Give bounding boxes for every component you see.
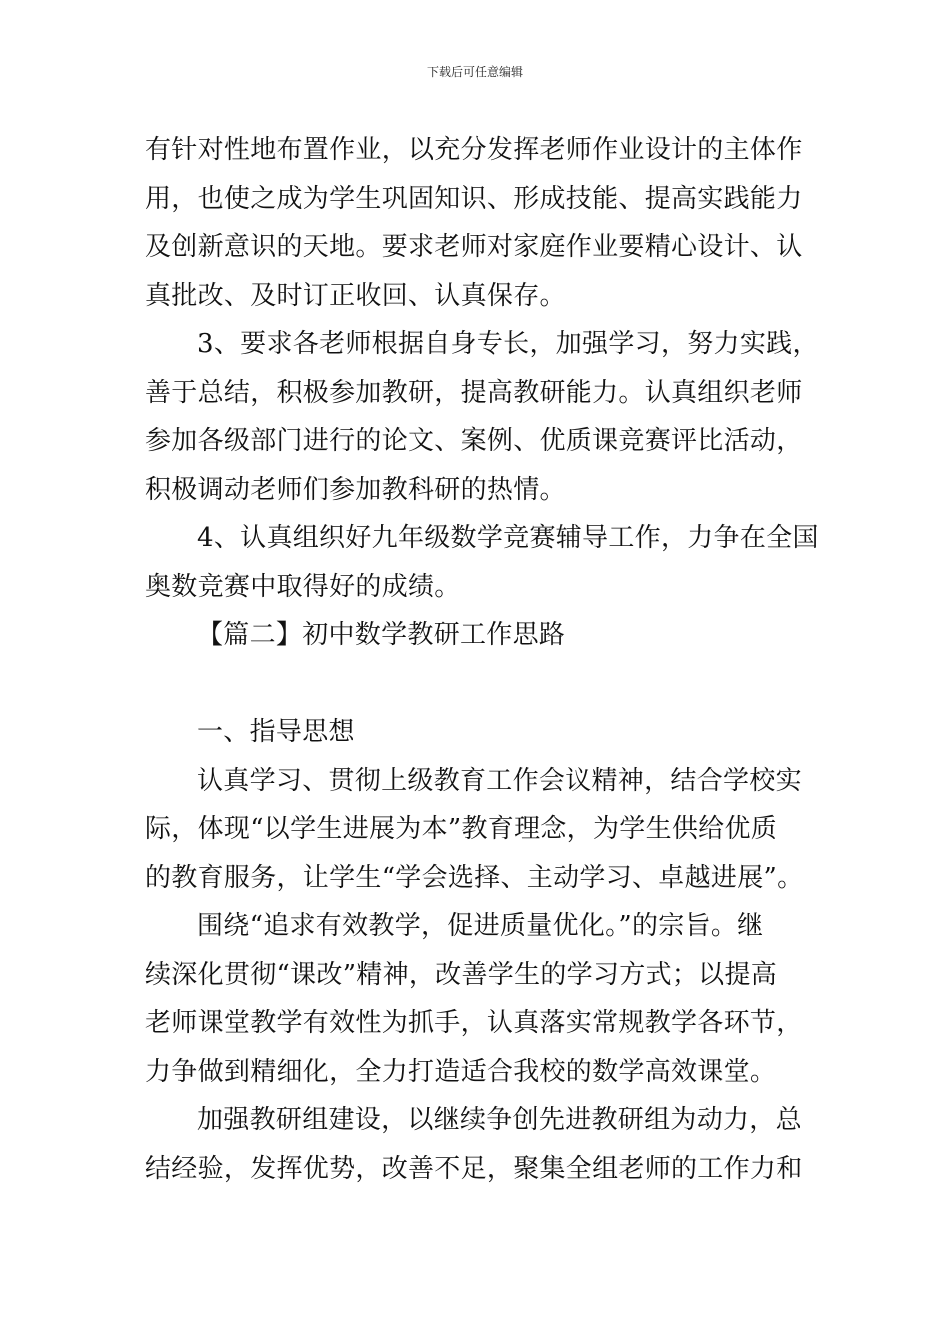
text-line: 奥数竞赛中取得好的成绩。 (145, 571, 461, 602)
text-line: 参加各级部门进行的论文、案例、优质课竞赛评比活动， (145, 426, 803, 456)
page-header: 下载后可任意编辑 (426, 65, 523, 79)
text-line: 有针对性地布置作业，以充分发挥老师作业设计的主体作 (145, 135, 803, 165)
text-line: 认真学习、贯彻上级教育工作会议精神，结合学校实 (197, 765, 802, 796)
text-line: 4、认真组织好九年级数学竞赛辅导工作，力争在全国 (197, 523, 819, 553)
text-line: 用，也使之成为学生巩固知识、形成技能、提高实践能力 (145, 183, 803, 214)
text-line: 的教育服务，让学生“学会选择、主动学习、卓越进展”。 (145, 862, 804, 893)
text-line: 真批改、及时订正收回、认真保存。 (145, 280, 566, 311)
text-line: 续深化贯彻“课改”精神，改善学生的学习方式；以提高 (145, 959, 778, 990)
subsection-heading: 一、指导思想 (197, 717, 355, 747)
text-line: 积极调动老师们参加教科研的热情。 (145, 474, 566, 505)
text-line: 3、要求各老师根据自身专长，加强学习，努力实践， (197, 329, 819, 359)
text-line: 结经验，发挥优势，改善不足，聚集全组老师的工作力和 (145, 1153, 803, 1184)
text-line: 力争做到精细化，全力打造适合我校的数学高效课堂。 (145, 1056, 777, 1087)
blank-line (145, 660, 810, 709)
section-heading: 【篇二】初中数学教研工作思路 (197, 620, 566, 650)
text-line: 围绕“追求有效教学，促进质量优化。”的宗旨。继 (197, 911, 764, 941)
text-line: 际，体现“以学生进展为本”教育理念，为学生供给优质 (145, 814, 778, 844)
document-body (145, 126, 819, 1193)
text-line: 老师课堂教学有效性为抓手，认真落实常规教学各环节， (145, 1008, 803, 1038)
text-line: 加强教研组建设，以继续争创先进教研组为动力，总 (197, 1105, 802, 1135)
text-line: 及创新意识的天地。要求老师对家庭作业要精心设计、认 (145, 232, 803, 262)
text-line: 善于总结，积极参加教研，提高教研能力。认真组织老师 (145, 377, 803, 408)
